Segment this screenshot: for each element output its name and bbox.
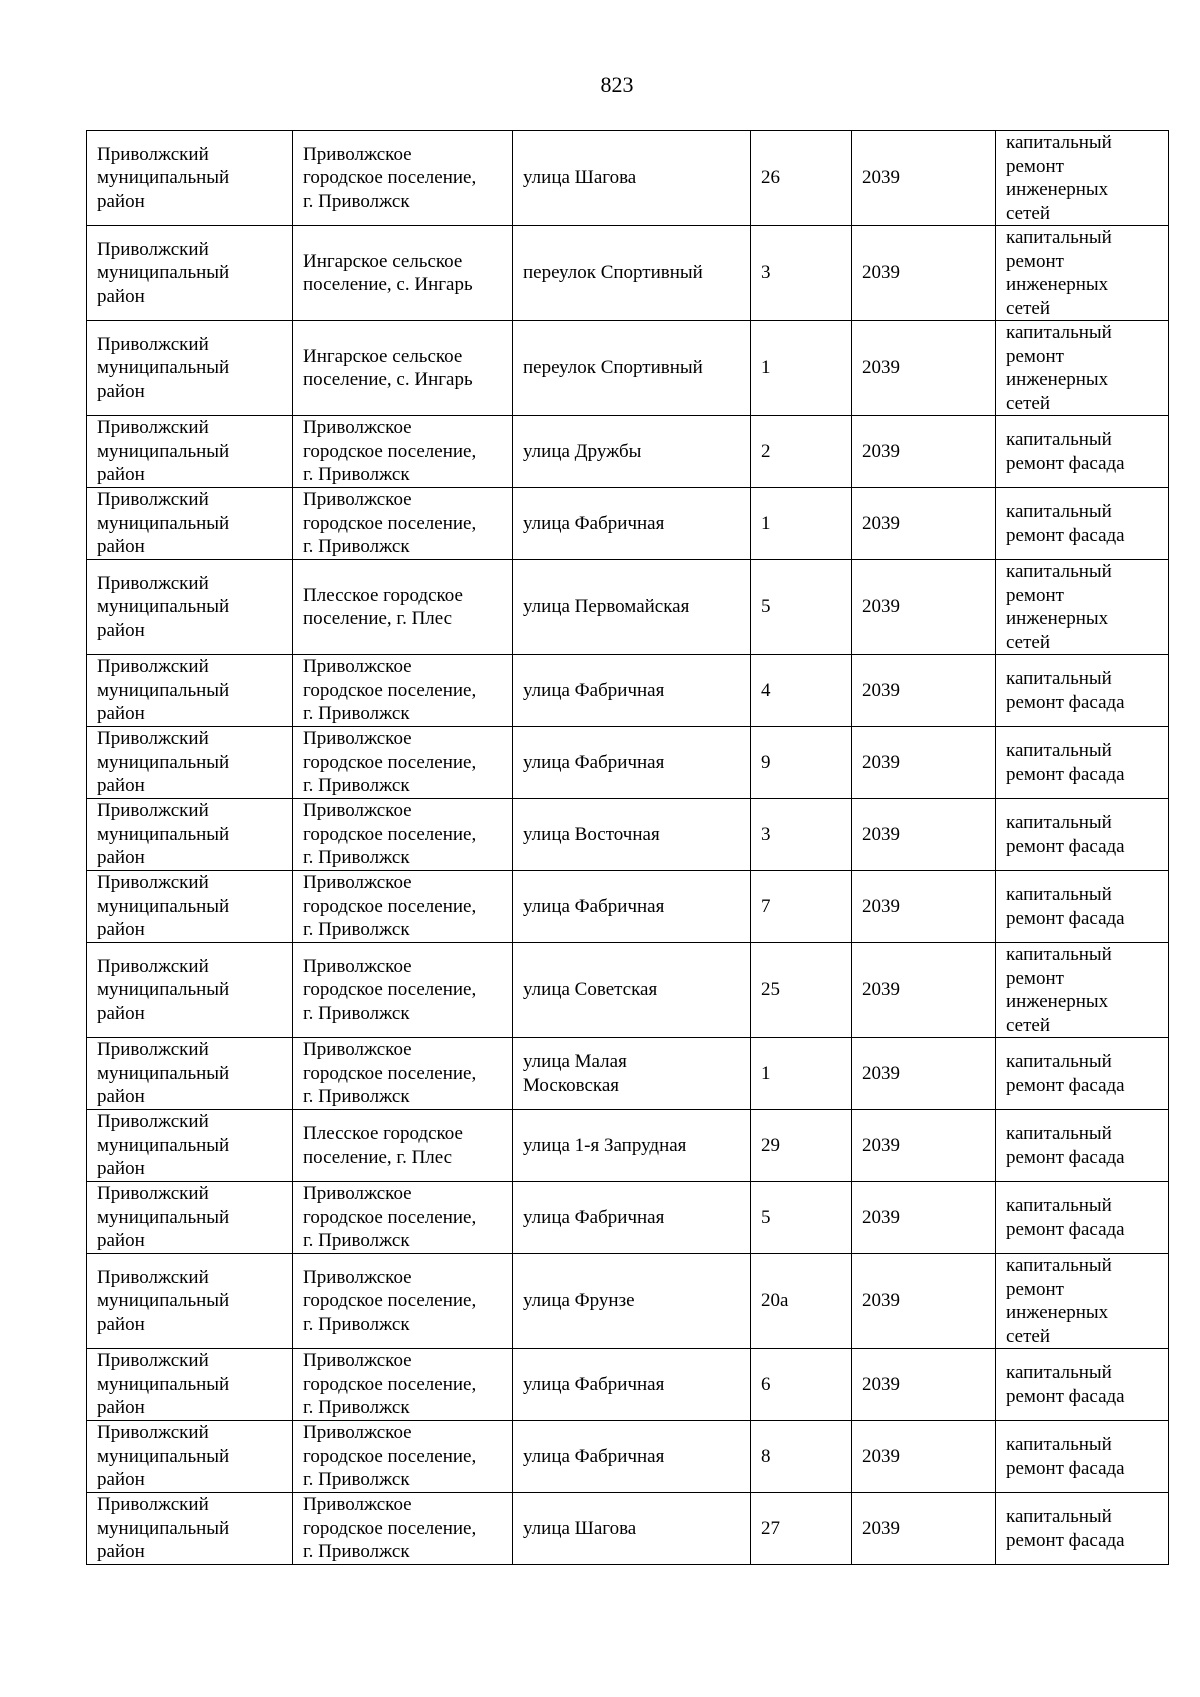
district-cell: Приволжский муниципальный район [87, 727, 293, 799]
year-cell: 2039 [852, 1421, 996, 1493]
year-cell: 2039 [852, 1110, 996, 1182]
street-cell: улица Фабричная [513, 871, 751, 943]
district-cell: Приволжский муниципальный район [87, 416, 293, 488]
street-cell: улица 1-я Запрудная [513, 1110, 751, 1182]
house-number-cell: 20а [751, 1254, 852, 1349]
work-type-cell: капитальный ремонт инженерных сетей [996, 226, 1169, 321]
work-type-cell: капитальный ремонт фасада [996, 655, 1169, 727]
year-cell: 2039 [852, 226, 996, 321]
settlement-cell: Приволжское городское поселение, г. Приволжск [293, 1254, 513, 1349]
settlement-cell: Приволжское городское поселение, г. Приволжск [293, 727, 513, 799]
table-row [87, 488, 1169, 560]
street-cell: улица Шагова [513, 1493, 751, 1565]
district-cell: Приволжский муниципальный район [87, 560, 293, 655]
settlement-cell: Приволжское городское поселение, г. Приволжск [293, 943, 513, 1038]
street-cell: улица Фабричная [513, 727, 751, 799]
work-type-cell: капитальный ремонт инженерных сетей [996, 1254, 1169, 1349]
work-type-cell: капитальный ремонт фасада [996, 1421, 1169, 1493]
house-number-cell: 27 [751, 1493, 852, 1565]
house-number-cell: 8 [751, 1421, 852, 1493]
settlement-cell: Приволжское городское поселение, г. Приволжск [293, 1038, 513, 1110]
work-type-cell: капитальный ремонт инженерных сетей [996, 131, 1169, 226]
year-cell: 2039 [852, 1182, 996, 1254]
table-row [87, 727, 1169, 799]
year-cell: 2039 [852, 416, 996, 488]
year-cell: 2039 [852, 799, 996, 871]
year-cell: 2039 [852, 727, 996, 799]
house-number-cell: 6 [751, 1349, 852, 1421]
year-cell: 2039 [852, 655, 996, 727]
settlement-cell: Приволжское городское поселение, г. Приволжск [293, 655, 513, 727]
settlement-cell: Ингарское сельское поселение, с. Ингарь [293, 226, 513, 321]
work-type-cell: капитальный ремонт фасада [996, 1110, 1169, 1182]
work-type-cell: капитальный ремонт фасада [996, 416, 1169, 488]
table-row [87, 871, 1169, 943]
work-type-cell: капитальный ремонт фасада [996, 488, 1169, 560]
work-type-cell: капитальный ремонт фасада [996, 1182, 1169, 1254]
year-cell: 2039 [852, 488, 996, 560]
year-cell: 2039 [852, 943, 996, 1038]
table-row [87, 1493, 1169, 1565]
district-cell: Приволжский муниципальный район [87, 1038, 293, 1110]
settlement-cell: Приволжское городское поселение, г. Приволжск [293, 1182, 513, 1254]
district-cell: Приволжский муниципальный район [87, 321, 293, 416]
street-cell: переулок Спортивный [513, 226, 751, 321]
year-cell: 2039 [852, 1349, 996, 1421]
house-number-cell: 1 [751, 488, 852, 560]
year-cell: 2039 [852, 871, 996, 943]
settlement-cell: Приволжское городское поселение, г. Приволжск [293, 799, 513, 871]
district-cell: Приволжский муниципальный район [87, 1349, 293, 1421]
work-type-cell: капитальный ремонт инженерных сетей [996, 560, 1169, 655]
street-cell: улица Фабричная [513, 488, 751, 560]
house-number-cell: 9 [751, 727, 852, 799]
street-cell: улица Восточная [513, 799, 751, 871]
table-row [87, 131, 1169, 226]
street-cell: улица Фабричная [513, 655, 751, 727]
table-row [87, 799, 1169, 871]
settlement-cell: Плесское городское поселение, г. Плес [293, 560, 513, 655]
street-cell: улица Фабричная [513, 1349, 751, 1421]
work-type-cell: капитальный ремонт фасада [996, 1349, 1169, 1421]
year-cell: 2039 [852, 1038, 996, 1110]
house-number-cell: 1 [751, 321, 852, 416]
table-row [87, 1110, 1169, 1182]
settlement-cell: Ингарское сельское поселение, с. Ингарь [293, 321, 513, 416]
table-row [87, 560, 1169, 655]
table-row [87, 416, 1169, 488]
settlement-cell: Приволжское городское поселение, г. Приволжск [293, 416, 513, 488]
work-type-cell: капитальный ремонт фасада [996, 1493, 1169, 1565]
district-cell: Приволжский муниципальный район [87, 655, 293, 727]
work-type-cell: капитальный ремонт фасада [996, 727, 1169, 799]
settlement-cell: Приволжское городское поселение, г. Приволжск [293, 1349, 513, 1421]
table-row [87, 1182, 1169, 1254]
table-row [87, 321, 1169, 416]
street-cell: улица Дружбы [513, 416, 751, 488]
district-cell: Приволжский муниципальный район [87, 1254, 293, 1349]
street-cell: улица Фабричная [513, 1182, 751, 1254]
work-type-cell: капитальный ремонт инженерных сетей [996, 943, 1169, 1038]
table-row [87, 1349, 1169, 1421]
street-cell: улица Шагова [513, 131, 751, 226]
street-cell: улица Фрунзе [513, 1254, 751, 1349]
street-cell: переулок Спортивный [513, 321, 751, 416]
street-cell: улица Советская [513, 943, 751, 1038]
street-cell: улица Первомайская [513, 560, 751, 655]
house-number-cell: 3 [751, 799, 852, 871]
table-row [87, 1421, 1169, 1493]
district-cell: Приволжский муниципальный район [87, 871, 293, 943]
street-cell: улица Малая Московская [513, 1038, 751, 1110]
settlement-cell: Приволжское городское поселение, г. Приволжск [293, 131, 513, 226]
table-row [87, 1254, 1169, 1349]
year-cell: 2039 [852, 321, 996, 416]
district-cell: Приволжский муниципальный район [87, 1493, 293, 1565]
work-type-cell: капитальный ремонт фасада [996, 1038, 1169, 1110]
year-cell: 2039 [852, 131, 996, 226]
table-row [87, 943, 1169, 1038]
district-cell: Приволжский муниципальный район [87, 226, 293, 321]
table-row [87, 655, 1169, 727]
house-number-cell: 2 [751, 416, 852, 488]
housing-repair-table [86, 130, 1169, 1565]
table-row [87, 226, 1169, 321]
settlement-cell: Приволжское городское поселение, г. Приволжск [293, 1421, 513, 1493]
district-cell: Приволжский муниципальный район [87, 131, 293, 226]
year-cell: 2039 [852, 1254, 996, 1349]
year-cell: 2039 [852, 1493, 996, 1565]
street-cell: улица Фабричная [513, 1421, 751, 1493]
page-number: 823 [600, 72, 634, 97]
table-row [87, 1038, 1169, 1110]
settlement-cell: Приволжское городское поселение, г. Приволжск [293, 1493, 513, 1565]
work-type-cell: капитальный ремонт фасада [996, 871, 1169, 943]
work-type-cell: капитальный ремонт инженерных сетей [996, 321, 1169, 416]
settlement-cell: Приволжское городское поселение, г. Приволжск [293, 871, 513, 943]
district-cell: Приволжский муниципальный район [87, 1182, 293, 1254]
year-cell: 2039 [852, 560, 996, 655]
house-number-cell: 4 [751, 655, 852, 727]
district-cell: Приволжский муниципальный район [87, 1110, 293, 1182]
house-number-cell: 5 [751, 1182, 852, 1254]
house-number-cell: 3 [751, 226, 852, 321]
district-cell: Приволжский муниципальный район [87, 799, 293, 871]
house-number-cell: 5 [751, 560, 852, 655]
house-number-cell: 7 [751, 871, 852, 943]
house-number-cell: 29 [751, 1110, 852, 1182]
settlement-cell: Плесское городское поселение, г. Плес [293, 1110, 513, 1182]
district-cell: Приволжский муниципальный район [87, 488, 293, 560]
house-number-cell: 1 [751, 1038, 852, 1110]
settlement-cell: Приволжское городское поселение, г. Приволжск [293, 488, 513, 560]
work-type-cell: капитальный ремонт фасада [996, 799, 1169, 871]
district-cell: Приволжский муниципальный район [87, 943, 293, 1038]
district-cell: Приволжский муниципальный район [87, 1421, 293, 1493]
house-number-cell: 25 [751, 943, 852, 1038]
house-number-cell: 26 [751, 131, 852, 226]
